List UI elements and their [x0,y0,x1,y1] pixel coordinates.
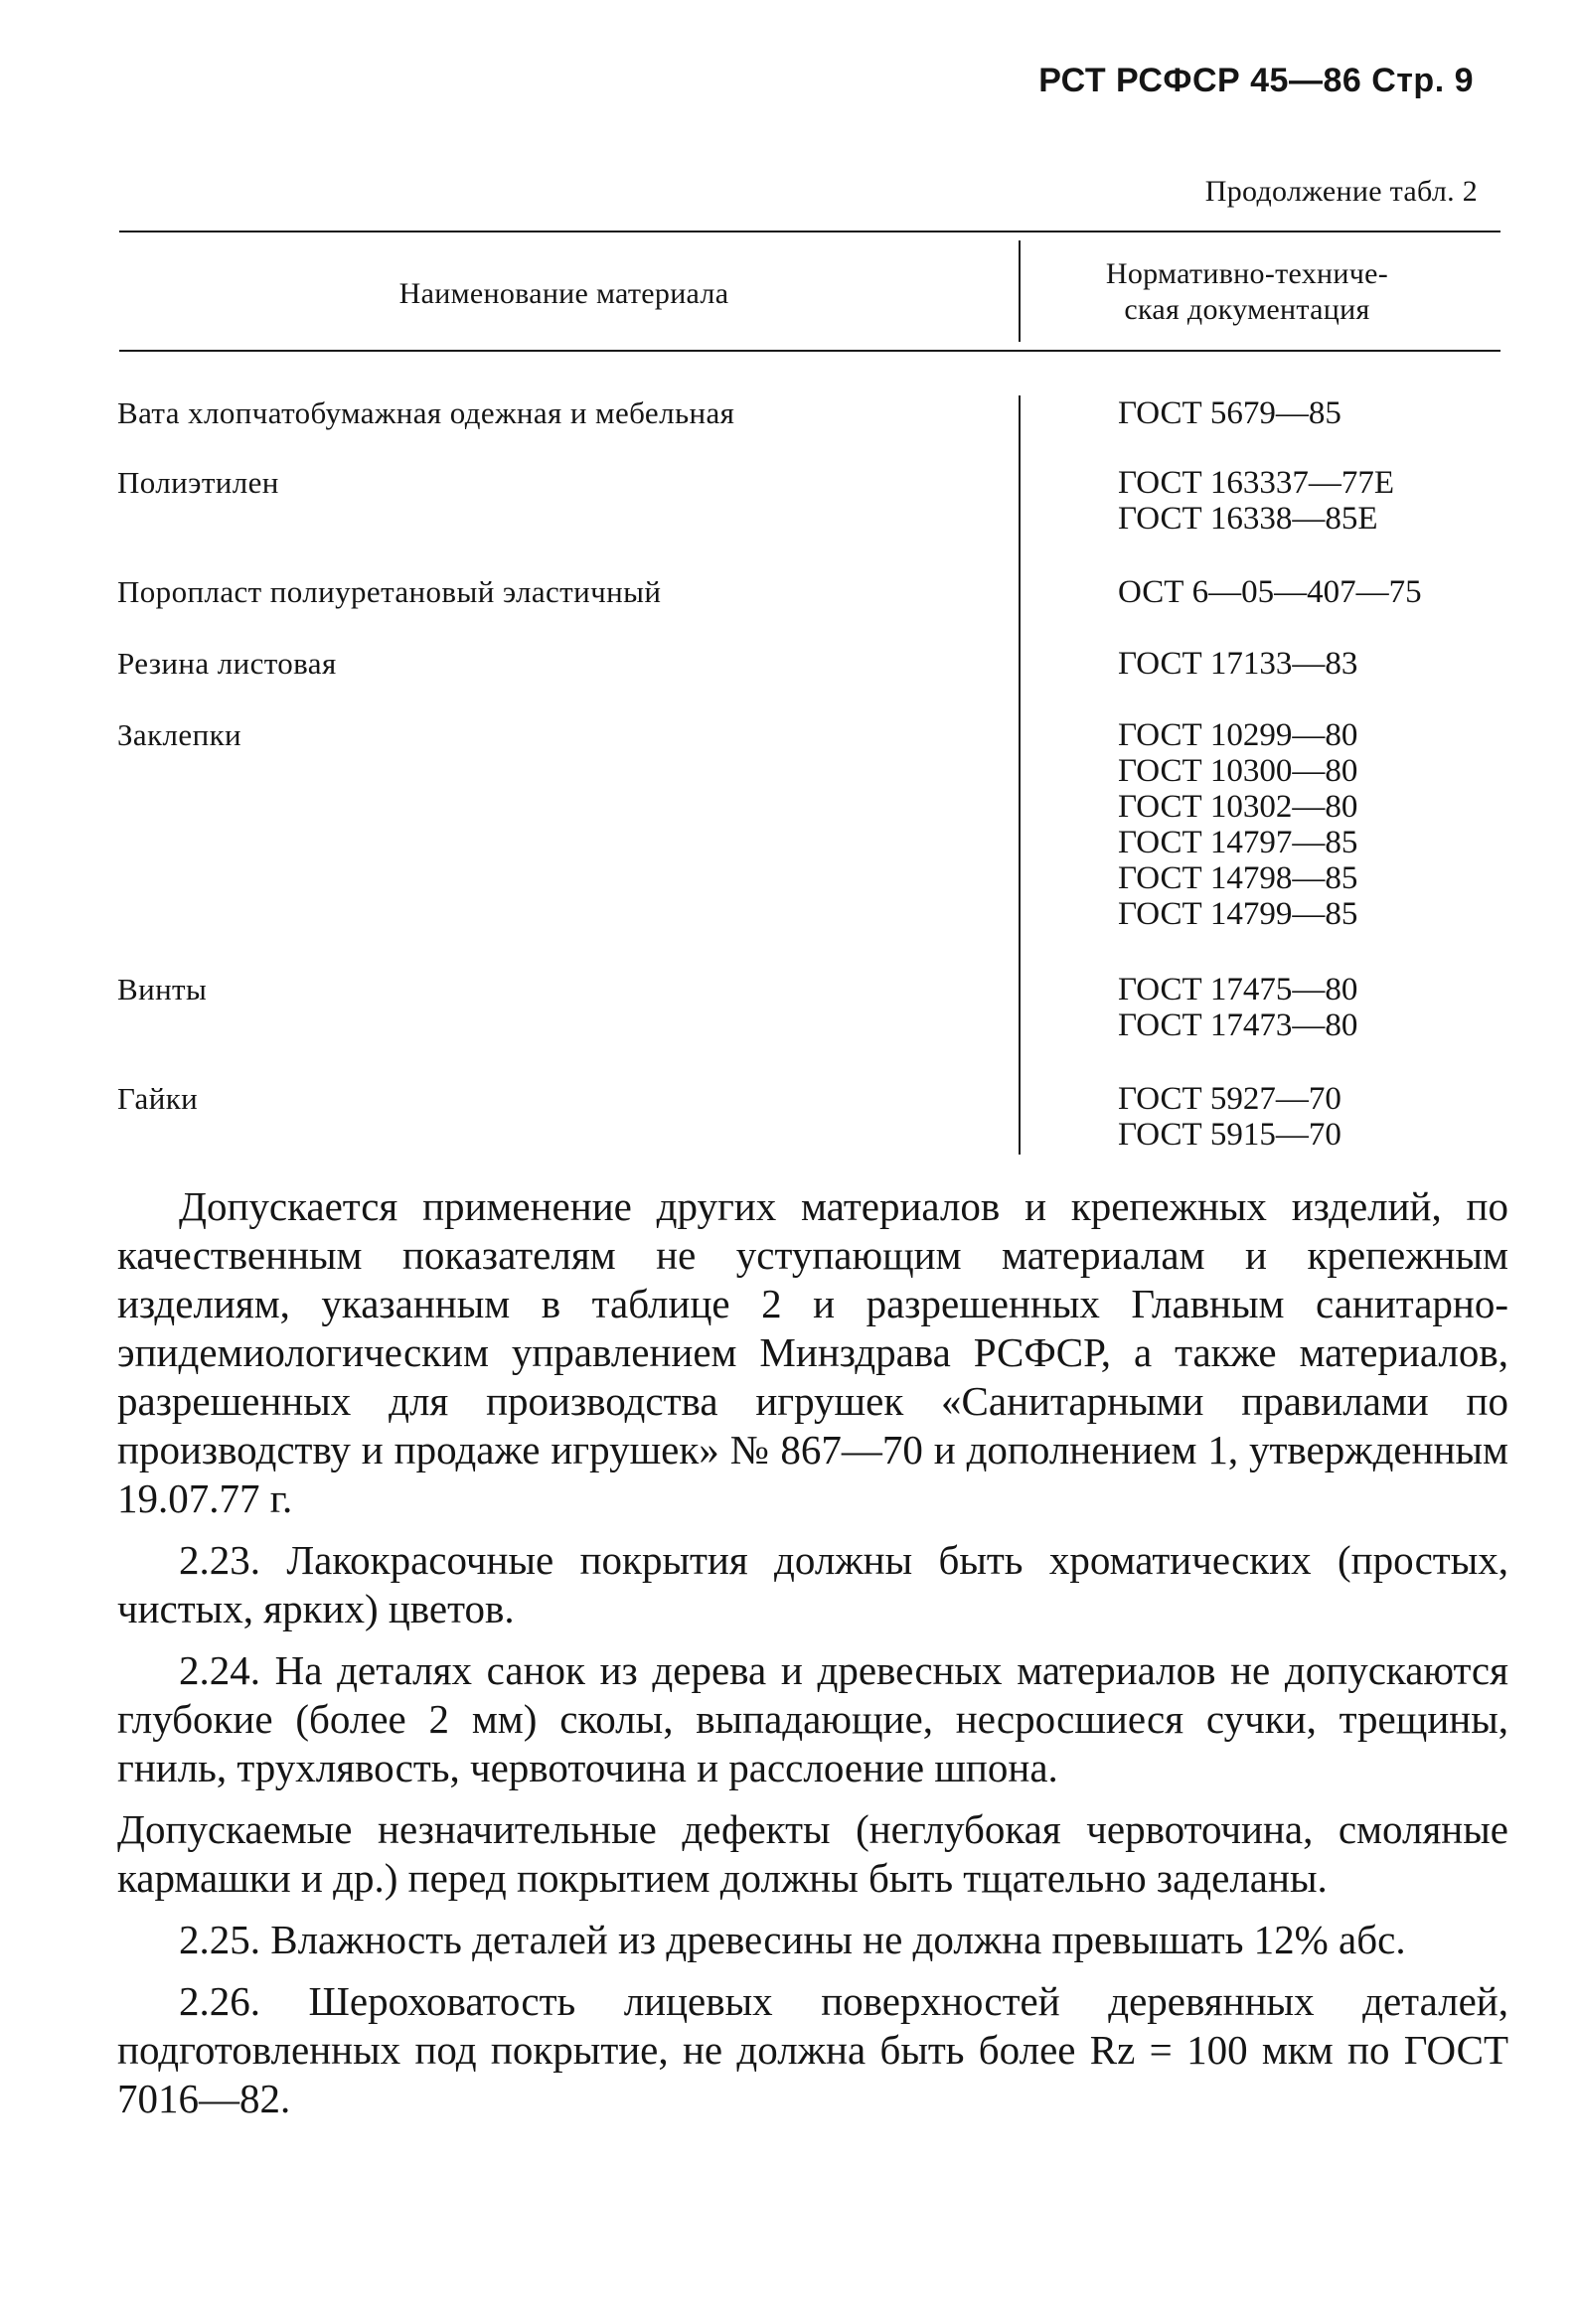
doc-list [1118,465,1394,537]
column-header-docs-line2: ская документация [1124,293,1370,326]
doc-reference: ГОСТ 14799—85 [1118,896,1358,932]
material-name: Полиэтилен [117,465,279,500]
paragraph: Допускаемые незначительные дефекты (неглубокая червоточина, смоляные кармашки и др.) перед покрытием должны быть тщательно заделаны. [117,1806,1508,1901]
doc-reference: ГОСТ 5915—70 [1118,1117,1341,1153]
doc-list [1118,574,1422,610]
paragraph: Допускается применение других материалов и крепежных изделий, по качественным показателям не уступающим материалам и крепежным изделиям, указанным в таблице 2 и разрешенных Главным санитарно-эпидемиологическим управлением Минздрава РСФСР, а также материалов, разрешенных для производства игрушек «Санитарными правилами по производству и продаже игрушек» № 867—70 и дополнением 1, утвержденным 19.07.77 г. [117,1183,1508,1521]
doc-reference: ГОСТ 17133—83 [1118,646,1358,682]
table-column-divider-header [1019,240,1021,342]
doc-list [1118,972,1357,1043]
page-header: РСТ РСФСР 45—86 Стр. 9 [1038,62,1474,99]
paragraph: 2.26. Шероховатость лицевых поверхностей деревянных деталей, подготовленных под покрытие, не должна быть более Rz = 100 мкм по ГОСТ 7016—82. [117,1978,1508,2121]
material-name: Поропласт полиуретановый эластичный [117,574,662,609]
doc-reference: ГОСТ 16338—85Е [1118,501,1378,537]
material-name: Гайки [117,1081,199,1116]
doc-list [1118,1081,1341,1153]
column-header-docs-line1: Нормативно-техниче- [1105,257,1389,290]
material-name: Вата хлопчатобумажная одежная и мебельная [117,395,735,430]
doc-reference: ГОСТ 10300—80 [1118,753,1358,789]
material-name: Заклепки [117,717,242,752]
paragraph: 2.23. Лакокрасочные покрытия должны быть хроматических (простых, чистых, ярких) цветов. [117,1537,1508,1631]
doc-reference: ГОСТ 14798—85 [1118,860,1358,896]
table-column-divider-body [1019,395,1021,1155]
doc-reference: ГОСТ 10302—80 [1118,789,1358,825]
doc-reference: ГОСТ 10299—80 [1118,717,1358,753]
doc-list [1118,646,1357,682]
material-name: Винты [117,972,208,1007]
doc-reference: ГОСТ 17473—80 [1118,1007,1358,1043]
doc-reference: ГОСТ 163337—77Е [1118,465,1395,501]
doc-reference: ГОСТ 17475—80 [1118,972,1358,1007]
table-header-rule [119,350,1500,352]
doc-reference: ГОСТ 14797—85 [1118,825,1358,860]
doc-reference: ГОСТ 5927—70 [1118,1081,1341,1117]
table-continuation-label: Продолжение табл. 2 [1204,175,1478,208]
material-name: Резина листовая [117,646,337,681]
body-text [117,1182,1508,2136]
paragraph: 2.24. На деталях санок из дерева и древесных материалов не допускаются глубокие (более 2 мм) сколы, выпадающие, несросшиеся сучки, трещины, гниль, трухлявость, червоточина и расслоение шпона. [117,1647,1508,1790]
doc-reference: ГОСТ 5679—85 [1118,395,1341,431]
column-header-material: Наименование материала [398,277,729,310]
doc-list [1118,395,1341,431]
doc-reference: ОСТ 6—05—407—75 [1118,574,1422,610]
column-header-docs [1024,256,1471,328]
paragraph: 2.25. Влажность деталей из древесины не должна превышать 12% абс. [179,1917,1406,1962]
table-top-rule [119,231,1500,232]
doc-list [1118,717,1357,932]
